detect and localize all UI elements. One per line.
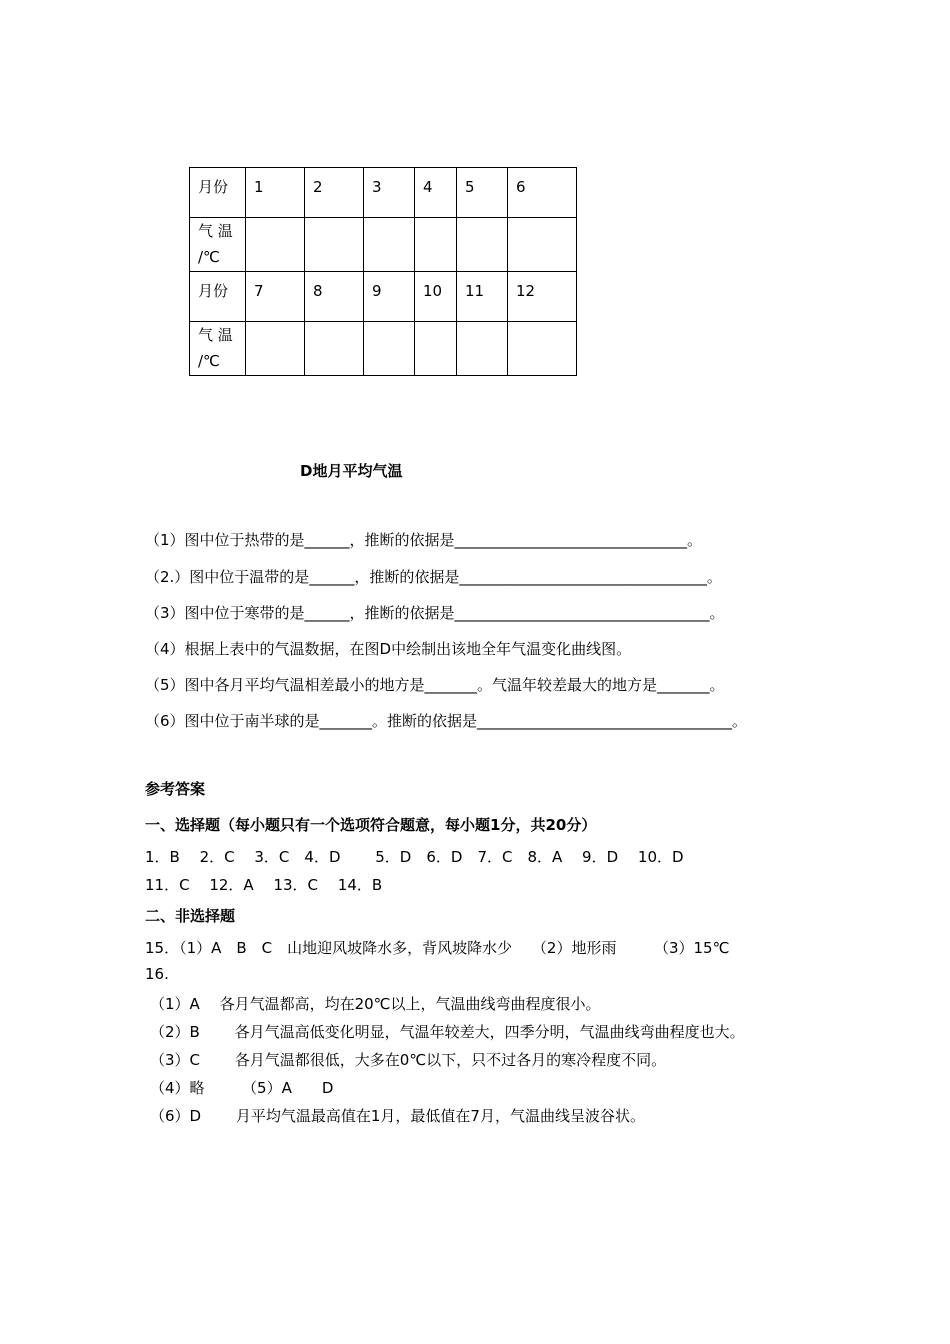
question-1: （1）图中位于热带的是______，推断的依据是_______________________________。 <box>145 531 703 549</box>
table-cell: 3 <box>364 168 415 218</box>
answers-section-2: 二、非选择题 <box>145 907 236 925</box>
label-line: 气 温 <box>198 222 233 240</box>
temperature-table <box>189 167 577 376</box>
answers-line-2: 11．C 12．A 13．C 14．B <box>145 876 383 894</box>
question-6: （6）图中位于南半球的是_______。推断的依据是__________________________________。 <box>145 712 748 730</box>
table-row-months-2 <box>190 272 577 322</box>
table-cell: 12 <box>508 272 577 322</box>
answer-16-1: （1）A 各月气温都高，均在20℃以上，气温曲线弯曲程度很小。 <box>150 995 601 1013</box>
table-row-months-1 <box>190 168 577 218</box>
answer-16-2: （2）B 各月气温高低变化明显，气温年较差大，四季分明，气温曲线弯曲程度也大。 <box>150 1023 745 1041</box>
table-cell <box>246 218 305 272</box>
answers-line-1: 1．B 2．C 3．C 4．D 5．D 6．D 7．C 8．A 9．D 10．D <box>145 848 684 866</box>
table-cell: 6 <box>508 168 577 218</box>
figure-caption: D地月平均气温 <box>300 462 403 480</box>
label-line: /℃ <box>198 248 220 266</box>
question-5: （5）图中各月平均气温相差最小的地方是_______。气温年较差最大的地方是_______。 <box>145 676 725 694</box>
table-cell: 5 <box>457 168 508 218</box>
answer-16-3: （3）C 各月气温都很低，大多在0℃以下，只不过各月的寒冷程度不同。 <box>150 1051 667 1069</box>
label-line: /℃ <box>198 352 220 370</box>
table-row-temps-2 <box>190 322 577 376</box>
table-cell <box>415 322 457 376</box>
table-cell <box>415 218 457 272</box>
table-cell <box>364 322 415 376</box>
table-cell <box>305 322 364 376</box>
table-cell <box>457 218 508 272</box>
table-cell-label: 月份 <box>190 168 246 218</box>
question-3: （3）图中位于寒带的是______，推断的依据是__________________________________。 <box>145 604 725 622</box>
table-cell: 11 <box>457 272 508 322</box>
table-cell <box>457 322 508 376</box>
table-cell: 8 <box>305 272 364 322</box>
table-cell-label <box>190 322 246 376</box>
answer-16-6: （6）D 月平均气温最高值在1月，最低值在7月，气温曲线呈波谷状。 <box>150 1107 645 1125</box>
answers-heading: 参考答案 <box>145 780 206 798</box>
answer-16-4: （4）略 （5）A D <box>150 1079 334 1097</box>
question-4: （4）根据上表中的气温数据，在图D中绘制出该地全年气温变化曲线图。 <box>145 640 632 658</box>
table-cell: 2 <box>305 168 364 218</box>
table-cell: 9 <box>364 272 415 322</box>
table-cell <box>246 322 305 376</box>
table-row-temps-1 <box>190 218 577 272</box>
table-cell: 10 <box>415 272 457 322</box>
table-cell <box>364 218 415 272</box>
label-line: 气 温 <box>198 326 233 344</box>
table-cell: 1 <box>246 168 305 218</box>
table-cell: 7 <box>246 272 305 322</box>
table-cell <box>305 218 364 272</box>
table-cell-label: 月份 <box>190 272 246 322</box>
answer-16: 16. <box>145 965 169 983</box>
table-cell: 4 <box>415 168 457 218</box>
answers-section-1: 一、选择题（每小题只有一个选项符合题意，每小题1分，共20分） <box>145 816 597 834</box>
table-cell <box>508 218 577 272</box>
table-cell-label <box>190 218 246 272</box>
answer-15: 15．（1）A B C 山地迎风坡降水多，背风坡降水少 （2）地形雨 （3）15℃ <box>145 939 730 957</box>
question-2: （2.）图中位于温带的是______，推断的依据是_________________________________。 <box>145 568 722 586</box>
table-cell <box>508 322 577 376</box>
